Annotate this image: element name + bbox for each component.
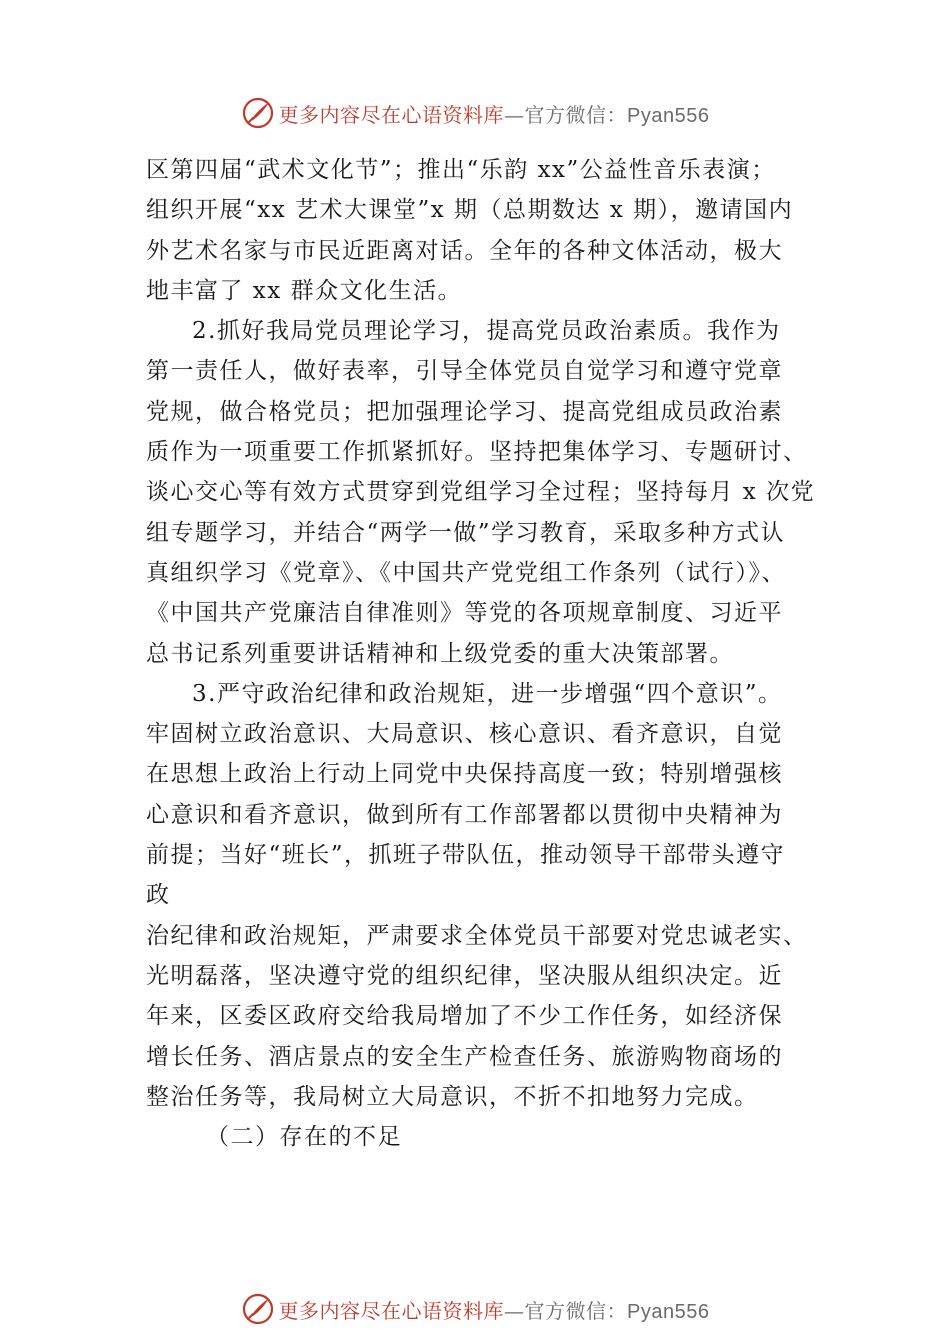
document-body <box>146 150 816 1157</box>
quill-logo-icon <box>241 1292 275 1326</box>
watermark-wechat-id: Pyan556 <box>627 1300 710 1323</box>
text-line: 年来，区委区政府交给我局增加了不少工作任务，如经济保 <box>146 1003 783 1030</box>
watermark-text <box>279 99 710 128</box>
text-line: 心意识和看齐意识，做到所有工作部署都以贯彻中央精神为 <box>146 801 783 828</box>
text-line: 政 <box>146 882 171 909</box>
text-line: 谈心交心等有效方式贯穿到党组学习全过程；坚持每月 x 次党 <box>146 479 816 506</box>
header-watermark <box>0 93 950 133</box>
text-line: 真组织学习《党章》、《中国共产党党组工作条列（试行）》、 <box>146 559 786 586</box>
quill-logo-icon <box>241 96 275 130</box>
text-line: 组专题学习，并结合“两学一做”学习教育，采取多种方式认 <box>146 519 786 546</box>
watermark-highlight: 更多内容尽在心语资料库 <box>278 1298 505 1323</box>
watermark-label: 官方微信： <box>524 1298 628 1323</box>
text-line: 在思想上政治上行动上同党中央保持高度一致；特别增强核 <box>146 761 783 788</box>
text-line: 质作为一项重要工作抓紧抓好。坚持把集体学习、专题研讨、 <box>146 439 808 466</box>
footer-watermark <box>0 1289 950 1329</box>
text-line: 前提；当好“班长”，抓班子带队伍，推动领导干部带头遵守 <box>146 842 786 869</box>
watermark-text <box>279 1295 710 1324</box>
text-line: 治纪律和政治规矩，严肃要求全体党员干部要对党忠诚老实、 <box>146 922 808 949</box>
text-line: 2.抓好我局党员理论学习，提高党员政治素质。我作为 <box>192 318 781 345</box>
watermark-label: 官方微信： <box>524 102 628 127</box>
watermark-dash: — <box>504 102 525 127</box>
section-heading: （二）存在的不足 <box>206 1124 402 1151</box>
text-line: 第一责任人，做好表率，引导全体党员自觉学习和遵守党章 <box>146 358 783 385</box>
text-line: 3.严守政治纪律和政治规矩，进一步增强“四个意识”。 <box>192 680 783 707</box>
watermark-wechat-id: Pyan556 <box>627 104 710 127</box>
text-line: 光明磊落，坚决遵守党的组织纪律，坚决服从组织决定。近 <box>146 962 783 989</box>
watermark-dash: — <box>504 1298 525 1323</box>
text-line: 整治任务等，我局树立大局意识，不折不扣地努力完成。 <box>146 1083 759 1110</box>
text-line: 牢固树立政治意识、大局意识、核心意识、看齐意识，自觉 <box>146 721 783 748</box>
text-line: 组织开展“xx 艺术大课堂”x 期（总期数达 x 期），邀请国内 <box>146 197 794 224</box>
text-line: 地丰富了 xx 群众文化生活。 <box>146 277 463 304</box>
text-line: 增长任务、酒店景点的安全生产检查任务、旅游购物商场的 <box>146 1043 783 1070</box>
text-line: 《中国共产党廉洁自律准则》等党的各项规章制度、习近平 <box>146 600 783 627</box>
watermark-highlight: 更多内容尽在心语资料库 <box>278 102 505 127</box>
text-line: 党规，做合格党员；把加强理论学习、提高党组成员政治素 <box>146 398 783 425</box>
text-line: 总书记系列重要讲话精神和上级党委的重大决策部署。 <box>146 640 734 667</box>
text-line: 外艺术名家与市民近距离对话。全年的各种文体活动，极大 <box>146 237 783 264</box>
text-line: 区第四届“武术文化节”；推出“乐韵 xx”公益性音乐表演； <box>146 157 776 183</box>
